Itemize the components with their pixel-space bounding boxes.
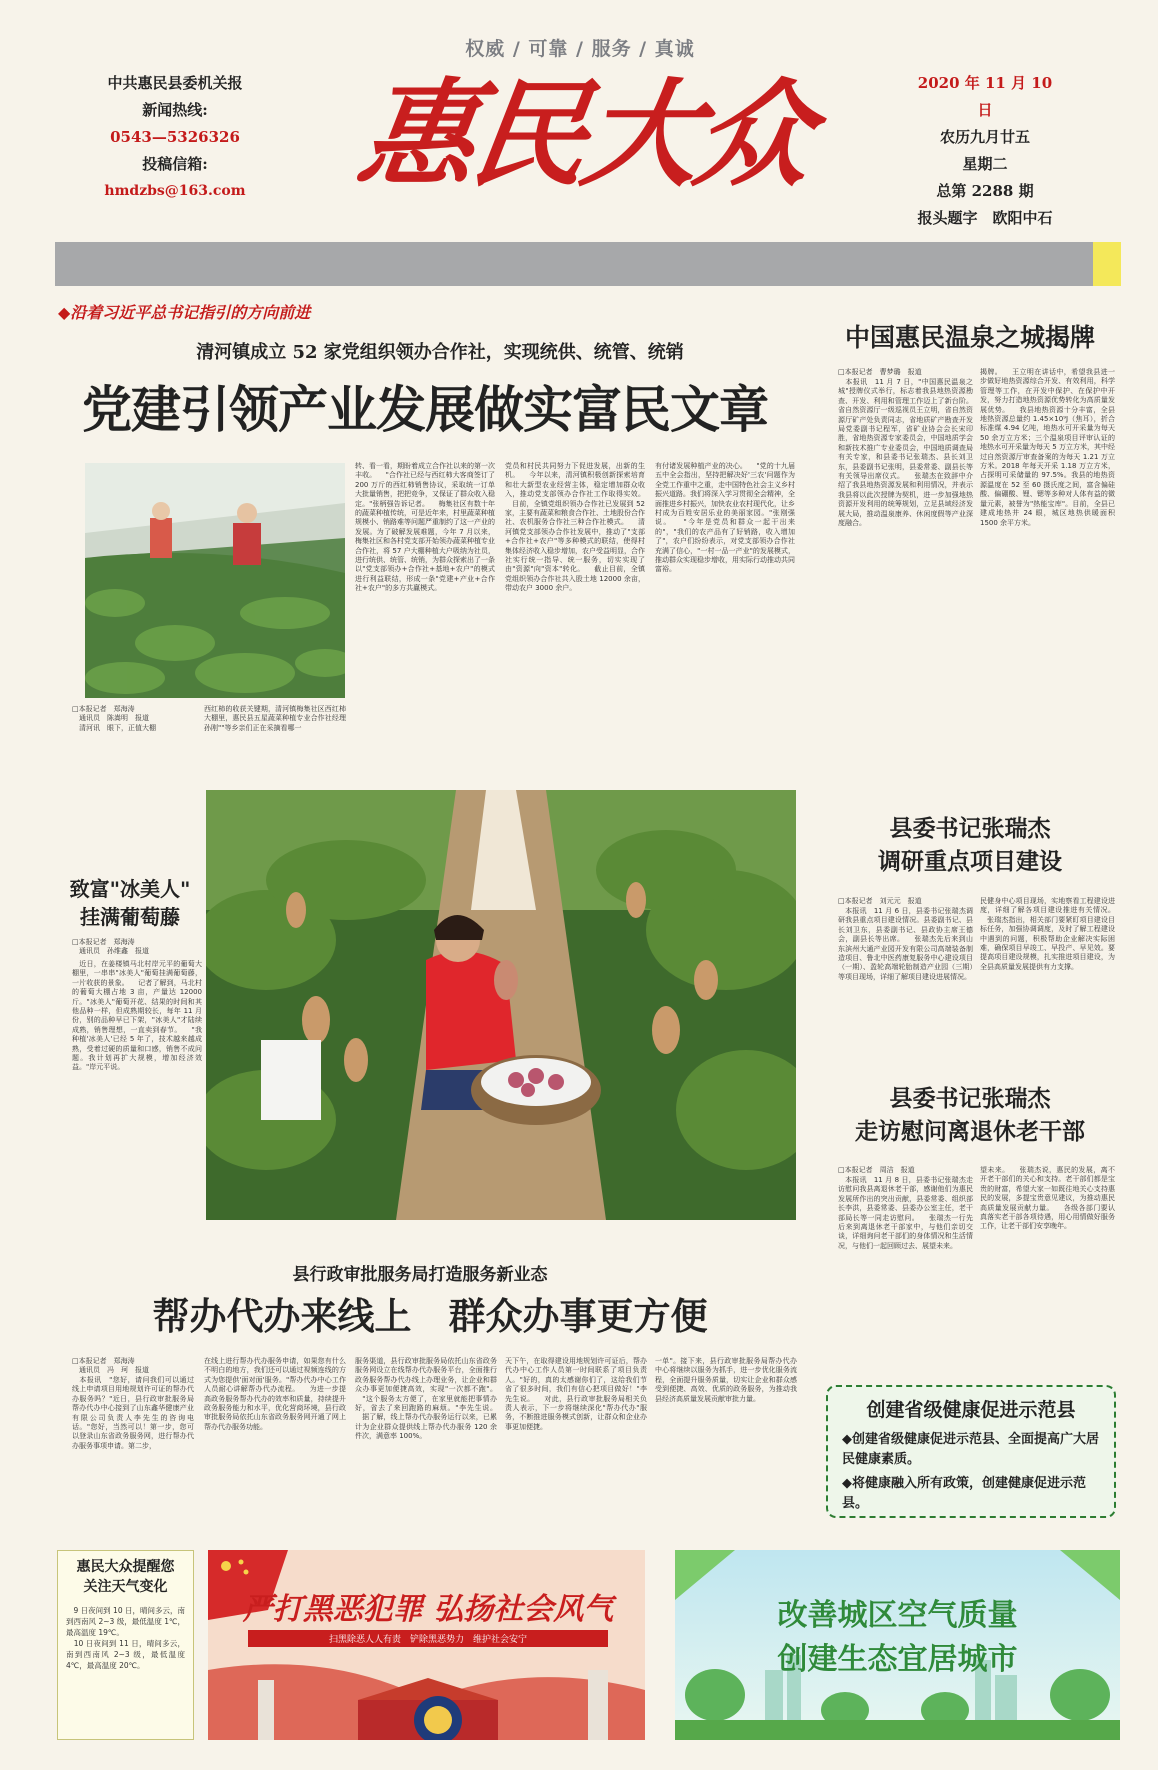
email-address: hmdzbs@163.com — [104, 183, 246, 199]
grape-byline: □本报记者 郑海涛 通讯员 孙维鑫 报道 — [72, 938, 149, 956]
ad1-headline: 严打黑恶犯罪 弘扬社会风气 — [242, 1592, 614, 1627]
zrj2-headline-line1: 县委书记张瑞杰 — [889, 1085, 1051, 1112]
service-column-4: 天下午，在取得建设用地规划许可证后，帮办代办中心工作人员第一时间联系了项目负责人。"好的，真的太感谢你们了，这给我们节省了很多时间，我们有信心把项目做好！"李先生说。 对此，县行政审批服务局相关负责人表示，下一步将继续深化"帮办代办"服务，不断推进服务模式创新，让群众和企业办事更加便捷。 — [505, 1357, 647, 1431]
zrj1-column-1: 本报讯 11 月 6 日，县委书记张瑞杰调研我县重点项目建设情况。县委副书记、县长刘卫东，县委副书记、县政协主席王德会，副县长等出席。 张瑞杰先后来到山东滨州大通产业园开发有限公司高端装备制造项目、鲁北中医药康复服务中心建设项目（一期）、盈轮高端轮胎制造产业园（三期）等项目现场，详细了解项目建设进展情况。 — [838, 907, 973, 981]
zrj1-headline — [820, 812, 1120, 878]
masthead-banner — [55, 242, 1121, 286]
zrj2-column-1: 本报讯 11 月 8 日，县委书记张瑞杰走访慰问我县离退休老干部，感谢他们为惠民发展所作出的突出贡献，县委常委、组织部长李洪，县委常委、县委办公室主任，老干部局长等一同走访慰问。 张瑞杰一行先后来到离退休老干部家中，与他们亲切交谈，详细询问老干部们的身体情况和生活情况，与他们一起回顾过去、展望未来。 — [838, 1176, 973, 1250]
masthead-right — [910, 70, 1060, 232]
lead-column-5: 有付诸发展种植产业的决心。 "党的十九届五中全会指出，坚持把解决好'三农'问题作为全党工作重中之重，走中国特色社会主义乡村振兴道路。我们将深入学习贯彻全会精神，全面推进乡村振兴，加快农业农村现代化，让乡村成为百姓安居乐业的美丽家园。"张刚强说。 "今年是党员和群众一起干出来的"，"我们的农产品有了好销路，收入增加了"，农户们纷纷表示，对党支部领办合作社充满了信心，"一村一品一产业"的发展模式，推动群众实现稳步增收，用实际行动推动共同富裕。 — [655, 462, 795, 574]
grape-body: 近日，在姜楼镇马北村岸元平的葡萄大棚里，一串串"冰美人"葡萄挂满葡萄藤，一片收获的景象。 记者了解到，马北村的葡萄大棚占地 3 亩，产量达 12000 斤。"冰美人"葡萄开花、结果的时间和其他品种一样，但成熟期较长，每年 11 月份，别的品种早已下架，"冰美人"才陆续成熟，销售理想，一直卖到春节。 "我种植'冰美人'已经 5 年了，技术越来越成熟，受着过硬的质量和口感，销售不成问题。我计划再扩大规模，增加经济效益。"岸元平说。 — [72, 960, 202, 1072]
lead-column-3: 转、看一看，期盼着成立合作社以来的第一次丰收。 "合作社已经与西红柿大客商签订了 200 万斤的西红柿销售协议，采取统一订单大批量销售，把把竞争，又保证了群众收入稳定。"张柄强告诉记者。 梅集社区有数十年的蔬菜种植传统，可是近年来，村里蔬菜种植规模小、销路难等问题严重制约了这一产业的发展。为了破解发展难题，今年 7 月以来，梅集社区和各村党支部开始领办蔬菜种植专业合作社，将 57 户大棚种植大户吸纳为社员，进行统供、统管、统销，为群众探索出了一条以"党支部领办+合作社+基地+农户"的模式进行利益联结，形成一条"党建+产业+合作社+农户"的多方共赢模式。 — [355, 462, 495, 593]
calligraphy-credit: 报头题字 欧阳中石 — [917, 209, 1053, 227]
ad1-sub: 扫黑除恶人人有责 铲除黑恶势力 维护社会安宁 — [248, 1630, 608, 1647]
email-label: 投稿信箱: — [142, 155, 208, 173]
masthead-title: 惠民大众 — [350, 67, 818, 203]
issue-date: 2020 年 11 月 10 日 — [917, 74, 1053, 119]
health-line-2: ◆将健康融入所有政策，创建健康促进示范县。 — [842, 1476, 1086, 1511]
ad-air-quality — [675, 1550, 1120, 1740]
masthead-left — [100, 70, 250, 205]
health-line-1: ◆创建省级健康促进示范县、全面提高广大居民健康素质。 — [842, 1432, 1099, 1467]
service-column-2: 在线上进行帮办代办服务申请，如果您有什么不明白的地方，我们还可以通过视频连线的方式为您提供'面对面'服务。"帮办代办中心工作人员耐心讲解帮办代办流程。 为进一步提高政务服务帮办代办的效率和质量，持续提升政务服务能力和水平，优化营商环境，县行政审批服务局依托山东省政务服务网开通了网上帮办代办服务功能。 — [204, 1357, 346, 1431]
lead-column-4: 党员和村民共同努力下促进发展，出新的生机。 今年以来，清河镇积极创新探索培育和壮大新型农业经营主体，稳定增加群众收入，推动党支部领办合作社工作取得实效。 目前，全镇党组织领办合作社已发展到 52 家，主要有蔬菜和粮食合作社、土地股份合作社、农机服务合作社三种合作社模式。 清河镇党支部领办合作社发展中，推动了"支部+合作社+农户"等多种模式的联结，使得村集体经济收入稳步增加，农户受益明显，合作社实行统一指导、统一服务，切实实现了由"资源"向"资本"转化。 截止目前，全镇党组织领办合作社共入股土地 12000 余亩，带动农户 3000 余户。 — [505, 462, 645, 593]
section-tag: ◆沿着习近平总书记指引的方向前进 — [58, 303, 311, 322]
grape-photo — [206, 790, 796, 1220]
weather-body: 9 日夜间到 10 日，晴间多云，南到西南风 2~3 级，最低温度 1℃，最高温度 19℃。 10 日夜间到 11 日，晴间多云，南到西南风 2~3 级，最低温度 4℃，最高温度 20℃。 — [66, 1606, 185, 1670]
zrj2-headline-line2: 走访慰问离退休老干部 — [855, 1118, 1085, 1145]
ad-anti-crime — [208, 1550, 645, 1740]
wenquan-headline: 中国惠民温泉之城揭牌 — [844, 323, 1095, 352]
zrj2-headline — [820, 1082, 1120, 1148]
lunar-date: 农历九月廿五 — [939, 128, 1030, 146]
zrj1-column-2: 民健身中心项目现场，实地察看工程建设进度，详细了解各项目建设推进有关情况。 张瑞杰指出，相关部门要紧盯项目建设目标任务，加强协调调度，及时了解工程建设中遇到的问题，积极帮助企业解决实际困难，确保项目早竣工、早投产、早见效。要提高项目建设规模，扎实推进项目建设，为全县高质量发展提供有力支撑。 — [980, 897, 1115, 971]
service-byline: □本报记者 郑海涛 通讯员 冯 珂 报道 — [72, 1357, 149, 1375]
grape-headline-line2: 挂满葡萄藤 — [80, 905, 180, 929]
wenquan-byline: □本报记者 曹梦璐 报道 — [838, 368, 922, 376]
lead-headline: 党建引领产业发展做实富民文章 — [82, 381, 768, 439]
weather-title-line2: 关注天气变化 — [83, 1579, 168, 1595]
service-headline: 帮办代办来线上 群众办事更方便 — [152, 1294, 708, 1338]
slogan: 权威 / 可靠 / 服务 / 真诚 — [465, 38, 695, 60]
service-column-3: 服务渠道，县行政审批服务局依托山东省政务服务网设立在线帮办代办服务平台，全面推行政务服务帮办代办线上办理业务，让企业和群众办事更加便捷高效，实现"一次都不跑"。 "这个服务太方便了，在家里就能把事情办好，省去了来回跑路的麻烦。"李先生说。 据了解，线上帮办代办服务运行以来，已累计为企业群众提供线上帮办代办服务 120 余件次，满意率 100%。 — [355, 1357, 497, 1441]
banner-accent — [1093, 242, 1121, 286]
zrj1-headline-line1: 县委书记张瑞杰 — [889, 815, 1051, 842]
ad2-line-1: 改善城区空气质量 — [777, 1598, 1018, 1633]
grape-headline — [55, 875, 205, 931]
weekday: 星期二 — [962, 155, 1008, 173]
service-column-5: 一单"。接下来，县行政审批服务局帮办代办中心将继续以服务为抓手，进一步优化服务流程，全面提升服务质量，切实让企业和群众感受到便捷、高效、优质的政务服务，为推动我县经济高质量发展贡献审批力量。 — [655, 1357, 797, 1403]
zrj1-byline: □本报记者 刘元元 报道 — [838, 897, 922, 905]
wenquan-column-1: 本报讯 11 月 7 日，"中国惠民温泉之城"授牌仪式举行，标志着我县地热资源勘查、开发、利用和管理工作迈上了新台阶。省自然资源厅一级巡视员王立明，省自然资源厅矿产处负责同志，省地质矿产勘查开发局党委副书记程军，省矿业协会会长宋印胜，省地热资源专家委员会，中国地质学会和新技术推广专业委员会，中国地质调查局有关专家，和县委书记张瑞杰、县长刘卫东，县委副书记张明，县委常委、副县长等有关领导出席仪式。 张瑞杰在致辞中介绍了我县地热资源发展和利用情况，并表示我县将以此次授牌为契机，进一步加强地热资源开发利用的统筹规划，立足县域经济发展大局，推动温泉康养、休闲度假等产业深度融合。 — [838, 378, 973, 528]
lead-byline: □本报记者 郑海涛 通讯员 陈嵩明 报道 清河讯 眼下，正值大棚 — [72, 705, 156, 732]
grape-headline-line1: 致富"冰美人" — [69, 877, 191, 901]
issue-number: 总第 2288 期 — [936, 182, 1034, 200]
zrj2-column-2: 望未来。 张瑞杰说，惠民的发展，离不开老干部们的关心和支持。老干部们都是宝贵的财富，希望大家一如既往地关心支持惠民的发展，多提宝贵意见建议，为推动惠民高质量发展贡献力量。 各级各部门要认真落实老干部各项待遇，用心用情做好服务工作，让老干部们安享晚年。 — [980, 1166, 1115, 1231]
health-title: 创建省级健康促进示范县 — [866, 1399, 1076, 1421]
service-subtitle: 县行政审批服务局打造服务新业态 — [292, 1265, 548, 1285]
org-name: 中共惠民县委机关报 — [107, 74, 243, 92]
zrj1-headline-line2: 调研重点项目建设 — [878, 848, 1062, 875]
health-box — [826, 1385, 1116, 1518]
lead-column-2: 西红柿的收获关键期，清河镇梅集社区西红柿大棚里，惠民县五星蔬菜种植专业合作社经理孙刚""等乡亲们正在采摘看哪一 — [204, 705, 346, 732]
lead-photo — [85, 463, 345, 698]
hotline-number: 0543—5326326 — [110, 128, 240, 146]
service-column-1: 本报讯 "您好，请问我们可以通过线上申请项目用地规划许可证的帮办代办服务吗？"近日，县行政审批服务局帮办代办中心接到了山东鑫华健康产业有限公司负责人李先生的咨询电话。"您好，当然可以！第一步，您可以登录山东省政务服务网，进行帮办代办服务事项申请。第二步， — [72, 1376, 194, 1450]
weather-title-line1: 惠民大众提醒您 — [76, 1559, 175, 1575]
weather-box — [57, 1550, 194, 1740]
lead-subtitle: 清河镇成立 52 家党组织领办合作社，实现统供、统管、统销 — [196, 342, 684, 363]
hotline-label: 新闻热线: — [142, 101, 208, 119]
ad2-line-2: 创建生态宜居城市 — [777, 1642, 1018, 1677]
wenquan-column-2: 揭牌。 王立明在讲话中，希望我县进一步做好地热资源综合开发、有效利用，科学管理等工作，在开发中保护、在保护中开发，努力打造地热资源优势转化为高质量发展优势。 我县地热资源十分丰富，全县地热资源总量约 1.45×10⁹J（焦耳），折合标准煤 4.94 亿吨，地热水可开采量为每天 50 余万立方米；三个温泉项目评审认证的地热水可开采量为每天 5 万立方米，其中经过自然资源厅审查备案的为每天 1.21 万立方米。2018 年每天开采 1.18 万立方米，占探明可采储量的 97.5%。我县的地热资源温度在 52 至 60 摄氏度之间，富含偏硅酸、偏硼酸、锂、锶等多种对人体有益的微量元素，被誉为"热能宝库"。目前，全县已建成地热井 24 眼，城区地热供暖面积 1500 余平方米。 — [980, 368, 1115, 527]
zrj2-byline: □本报记者 周洁 报道 — [838, 1166, 915, 1174]
